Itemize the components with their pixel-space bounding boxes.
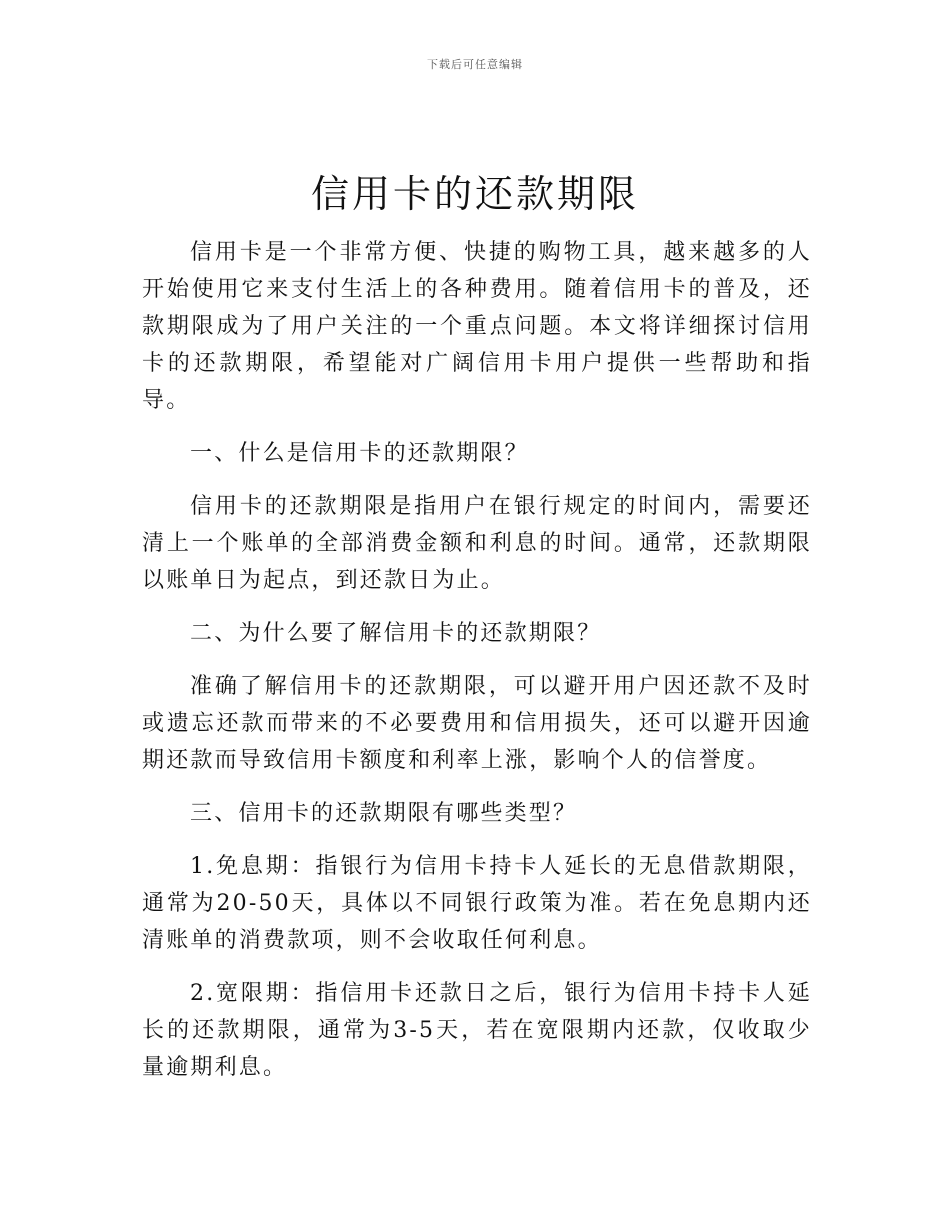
- section-paragraph-1: 信用卡的还款期限是指用户在银行规定的时间内，需要还清上一个账单的全部消费金额和利息的时间。通常，还款期限以账单日为起点，到还款日为止。: [142, 494, 812, 593]
- document-title: 信用卡的还款期限: [310, 172, 639, 216]
- list-item-grace-period: 2.宽限期：指信用卡还款日之后，银行为信用卡持卡人延长的还款期限，通常为3-5天，若在宽限期内还款，仅收取少量逾期利息。: [142, 981, 812, 1080]
- document-body: [142, 234, 812, 1102]
- header-note: 下载后可任意编辑: [427, 58, 523, 71]
- section-paragraph-2: 准确了解信用卡的还款期限，可以避开用户因还款不及时或遗忘还款而带来的不必要费用和信用损失，还可以避开因逾期还款而导致信用卡额度和利率上涨，影响个人的信誉度。: [142, 674, 812, 773]
- section-heading-3: 三、信用卡的还款期限有哪些类型？: [190, 801, 578, 826]
- section-heading-2: 二、为什么要了解信用卡的还款期限？: [190, 621, 602, 646]
- intro-paragraph: 信用卡是一个非常方便、快捷的购物工具，越来越多的人开始使用它来支付生活上的各种费用。随着信用卡的普及，还款期限成为了用户关注的一个重点问题。本文将详细探讨信用卡的还款期限，希望能对广阔信用卡用户提供一些帮助和指导。: [142, 240, 812, 413]
- section-heading-1: 一、什么是信用卡的还款期限？: [190, 441, 529, 466]
- list-item-grace-free: 1.免息期：指银行为信用卡持卡人延长的无息借款期限，通常为20-50天，具体以不同银行政策为准。若在免息期内还清账单的消费款项，则不会收取任何利息。: [142, 854, 812, 953]
